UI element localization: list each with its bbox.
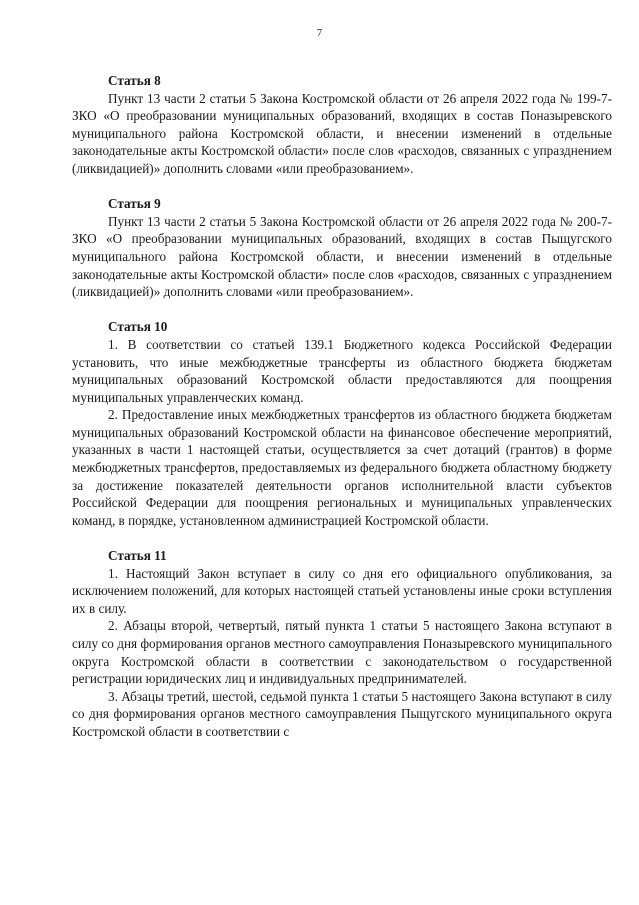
article-9 [72, 195, 612, 301]
article-paragraph: 1. Настоящий Закон вступает в силу со дня его официального опубликования, за исключением положений, для которых настоящей статьей установлены иные сроки вступления их в силу. [72, 565, 612, 616]
article-8 [72, 72, 612, 178]
document-body [72, 72, 612, 758]
article-paragraph: Пункт 13 части 2 статьи 5 Закона Костромской области от 26 апреля 2022 года № 200-7-ЗКО «О преобразовании муниципальных образований, входящих в состав Пыщугского муниципального района Костромской области, и внесении изменений в отдельные законодательные акты Костромской области» после слов «расходов, связанных с упразднением (ликвидацией)» дополнить словами «или преобразованием». [72, 213, 612, 300]
article-10 [72, 318, 612, 529]
article-title: Статья 10 [108, 319, 168, 335]
article-title: Статья 9 [108, 196, 161, 212]
page-number: 7 [316, 27, 323, 39]
article-paragraph: 1. В соответствии со статьей 139.1 Бюджетного кодекса Российской Федерации установить, что иные межбюджетные трансферты из областного бюджета бюджетам муниципальных образований Костромской области предоставляются для поощрения муниципальных управленческих команд. [72, 336, 612, 405]
article-paragraph: 2. Абзацы второй, четвертый, пятый пункта 1 статьи 5 настоящего Закона вступают в силу со дня формирования органов местного самоуправления Поназыревского муниципального округа Костромской области в соответствии с законодательством о государственной регистрации юридических лиц и индивидуальных предпринимателей. [72, 618, 612, 687]
article-paragraph: Пункт 13 части 2 статьи 5 Закона Костромской области от 26 апреля 2022 года № 199-7-ЗКО «О преобразовании муниципальных образований, входящих в состав Поназыревского муниципального района Костромской области, и внесении изменений в отдельные законодательные акты Костромской области» после слов «расходов, связанных с упразднением (ликвидацией)» дополнить словами «или преобразованием». [72, 90, 612, 176]
article-title: Статья 8 [108, 73, 161, 88]
article-paragraph: 3. Абзацы третий, шестой, седьмой пункта 1 статьи 5 настоящего Закона вступают в силу со дня формирования органов местного самоуправления Пыщугского муниципального округа Костромской области в соответствии с [72, 688, 612, 739]
article-paragraph: 2. Предоставление иных межбюджетных трансфертов из областного бюджета бюджетам муниципальных образований Костромской области на финансовое обеспечение мероприятий, указанных в части 1 настоящей статьи, осуществляется за счет дотаций (грантов) в форме межбюджетных трансфертов, предоставляемых из федерального бюджета областному бюджету за достижение показателей деятельности органов исполнительной власти субъектов Российской Федерации для поощрения региональных и муниципальных управленческих команд, в порядке, установленном администрацией Костромской области. [72, 407, 612, 528]
article-11 [72, 547, 612, 741]
article-title: Статья 11 [108, 548, 167, 564]
